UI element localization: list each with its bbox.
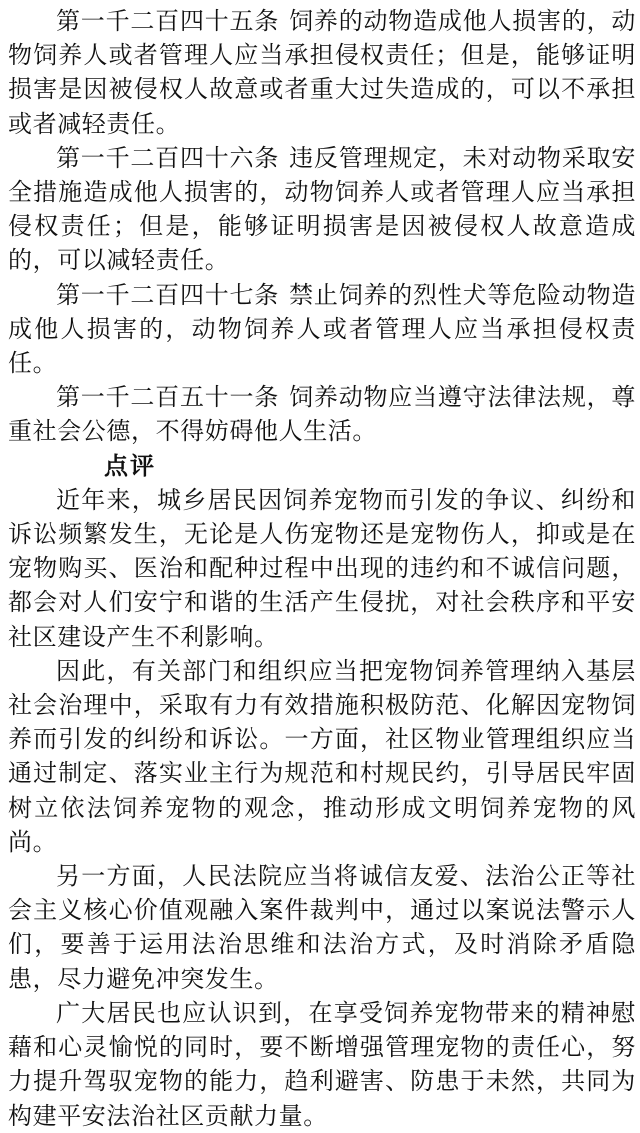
article-number: 第一千二百五十一条 <box>56 383 280 412</box>
commentary-paragraph: 广大居民也应认识到，在享受饲养宠物带来的精神慰藉和心灵愉悦的同时，要不断增强管理宠物的责任心，努力提升驾驭宠物的能力，趋利避害、防患于未然，共同为构建平安法治社区贡献力量。 <box>8 998 636 1130</box>
article-1247 <box>8 278 636 381</box>
article-text: 禁止饲养的烈性犬等危险动物造成他人损害的，动物饲养人或者管理人应当承担侵权责任。 <box>8 280 636 378</box>
article-text: 饲养动物应当遵守法律法规，尊重社会公德，不得妨碍他人生活。 <box>8 383 636 446</box>
commentary-paragraph: 另一方面，人民法院应当将诚信友爱、法治公正等社会主义核心价值观融入案件裁判中，通过以案说法警示人们，要善于运用法治思维和法治方式，及时消除矛盾隐患，尽力避免冲突发生。 <box>8 862 636 993</box>
article-text: 饲养的动物造成他人损害的，动物饲养人或者管理人应当承担侵权责任；但是，能够证明损害是因被侵权人故意或者重大过失造成的，可以不承担或者减轻责任。 <box>8 7 636 138</box>
article-number: 第一千二百四十五条 <box>56 7 280 35</box>
article-number: 第一千二百四十七条 <box>56 280 280 309</box>
commentary-paragraph: 因此，有关部门和组织应当把宠物饲养管理纳入基层社会治理中，采取有力有效措施积极防范、化解因宠物饲养而引发的纠纷和诉讼。一方面，社区物业管理组织应当通过制定、落实业主行为规范和村规民约，引导居民牢固树立依法饲养宠物的观念，推动形成文明饲养宠物的风尚。 <box>8 656 636 856</box>
document-page <box>8 4 636 1133</box>
article-1251 <box>8 380 636 448</box>
article-number: 第一千二百四十六条 <box>56 143 280 172</box>
commentary-paragraph: 近年来，城乡居民因饲养宠物而引发的争议、纠纷和诉讼频繁发生，无论是人伤宠物还是宠物伤人，抑或是在宠物购买、医治和配种过程中出现的违约和不诚信问题，都会对人们安宁和谐的生活产生侵扰，对社会秩序和平安社区建设产生不利影响。 <box>8 485 636 651</box>
article-text: 违反管理规定，未对动物采取安全措施造成他人损害的，动物饲养人或者管理人应当承担侵权责任；但是，能够证明损害是因被侵权人故意造成的，可以减轻责任。 <box>8 143 636 275</box>
commentary-heading: 点评 <box>104 450 156 480</box>
article-1246 <box>8 141 636 278</box>
article-1245 <box>8 4 636 141</box>
